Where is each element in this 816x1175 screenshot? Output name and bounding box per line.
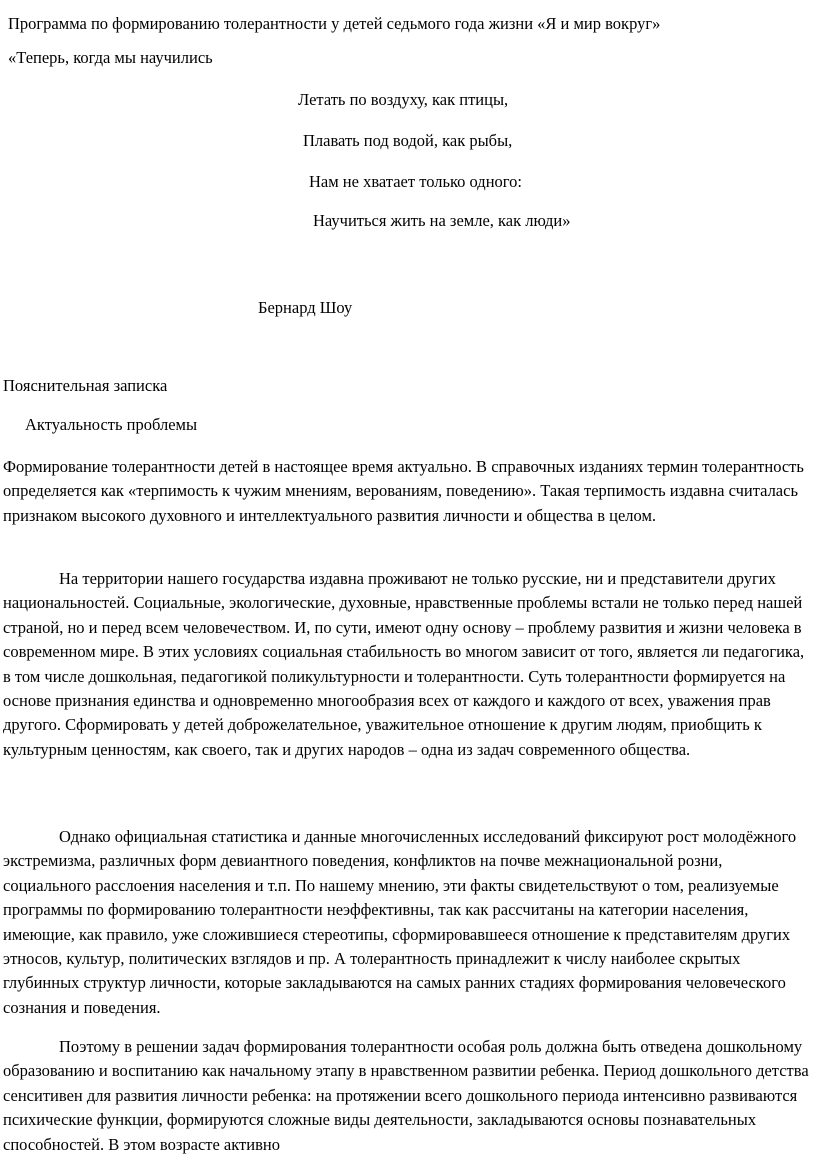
paragraph-2: На территории нашего государства издавна проживают не только русские, ни и представители других национальностей. Социальные, экологические, духовные, нравственные проблемы встали не только перед нашей страной, но и перед всем человечеством. И, по сути, имеют одну основу – проблему развития и жизни человека в современном мире. В этих условиях социальная стабильность во многом зависит от того, является ли педагогика, в том числе дошкольная, педагогикой поликультурности и толерантности. Суть толерантности формируется на основе признания единства и одновременно многообразия всех от каждого и каждого от всех, уважения прав другого. Сформировать у детей доброжелательное, уважительное отношение к другим людям, приобщить к культурным ценностям, как своего, так и других народов – одна из задач современного общества. — [3, 569, 805, 759]
paragraph-4: Поэтому в решении задач формирования толерантности особая роль должна быть отведена дошкольному образованию и воспитанию как начальному этапу в нравственном развитии ребенка. Период дошкольного детства сенситивен для развития личности ребенка: на протяжении всего дошкольного периода интенсивно развиваются психические функции, формируются сложные виды деятельности, закладываются основы познавательных способностей. В этом возрасте активно — [3, 1037, 809, 1154]
epigraph-line-3: Плавать под водой, как рыбы, — [303, 131, 513, 150]
document-title: Программа по формированию толерантности у детей седьмого года жизни «Я и мир вокруг» — [8, 14, 661, 33]
subheading: Актуальность проблемы — [25, 415, 198, 434]
paragraph-1: Формирование толерантности детей в настоящее время актуально. В справочных изданиях термин толерантность определяется как «терпимость к чужим мнениям, верованиям, поведению». Такая терпимость издавна считалась признаком высокого духовного и интеллектуального развития личности и общества в целом. — [3, 457, 804, 525]
section-heading: Пояснительная записка — [3, 376, 168, 395]
paragraph-3: Однако официальная статистика и данные многочисленных исследований фиксируют рост молодёжного экстремизма, различных форм девиантного поведения, конфликтов на почве межнациональной розни, социального расслоения населения и т.п. По нашему мнению, эти факты свидетельствуют о том, реализуемые программы по формированию толерантности неэффективны, так как рассчитаны на категории населения, имеющие, как правило, уже сложившиеся стереотипы, сформировавшееся отношение к представителям других этносов, культур, политических взглядов и пр. А толерантность принадлежит к числу наиболее скрытых глубинных структур личности, которые закладываются на самых ранних стадиях формирования человеческого сознания и поведения. — [3, 827, 797, 1017]
epigraph-line-2: Летать по воздуху, как птицы, — [298, 90, 509, 109]
epigraph-line-4: Нам не хватает только одного: — [309, 172, 522, 191]
epigraph-line-1: «Теперь, когда мы научились — [8, 48, 213, 67]
epigraph-author: Бернард Шоу — [258, 298, 353, 317]
epigraph-line-5: Научиться жить на земле, как люди» — [313, 211, 571, 230]
